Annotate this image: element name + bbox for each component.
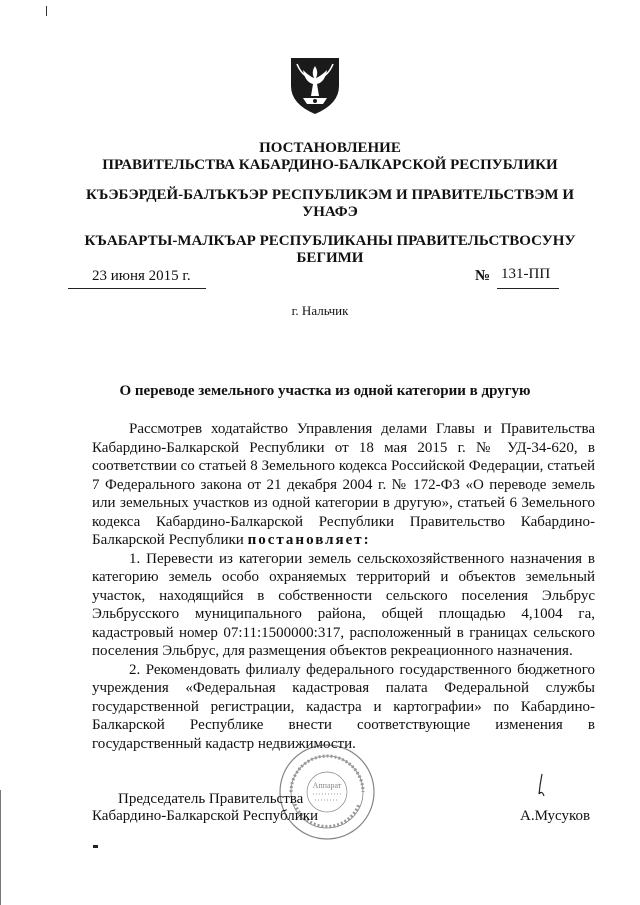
number-sign: № bbox=[475, 268, 491, 284]
decree-date: 23 июня 2015 г. bbox=[92, 268, 191, 284]
scan-edge bbox=[0, 790, 1, 905]
government-heading-kab-line1: КЪЭБЭРДЕЙ-БАЛЪКЪЭР РЕСПУБЛИКЭМ И ПРАВИТЕЛЬСТВЭМ И bbox=[86, 187, 574, 203]
item-2: 2. Рекомендовать филиалу федерального государственного бюджетного учреждения «Федеральная кадастровая палата Федеральной службы государственной регистрации, кадастра и картографии» по Кабардино-Балкарской Республике внести соответствующие изменения в государственный кадастр недвижимости. bbox=[92, 661, 595, 752]
government-heading-ru: ПРАВИТЕЛЬСТВА КАБАРДИНО-БАЛКАРСКОЙ РЕСПУБЛИКИ bbox=[102, 157, 558, 173]
decree-body bbox=[92, 420, 595, 753]
decree-title: О переводе земельного участка из одной категории в другую bbox=[119, 383, 531, 399]
scan-mark bbox=[46, 6, 47, 16]
decree-type-heading: ПОСТАНОВЛЕНИЕ bbox=[259, 140, 401, 156]
city: г. Нальчик bbox=[291, 303, 349, 318]
scan-mark bbox=[93, 845, 98, 848]
decree-word: постановляет: bbox=[247, 532, 371, 548]
signatory-name: А.Мусуков bbox=[520, 808, 591, 824]
coat-of-arms-icon bbox=[283, 52, 347, 116]
preamble-text: Рассмотрев ходатайство Управления делами Главы и Правительства Кабардино-Балкарской Республики от 18 мая 2015 г. № УД-34-620, в соответствии со статьей 8 Земельного кодекса Российской Федерации, статьей 7 Федерального закона от 21 декабря 2004 г. № 172-ФЗ «О переводе земель или земельных участков из одной категории в другую», статьей 6 Земельного кодекса Кабардино-Балкарской Республики Правительство Кабардино-Балкарской Республики bbox=[92, 421, 595, 548]
signatory-position-line1: Председатель Правительства bbox=[118, 791, 304, 807]
preamble-paragraph bbox=[92, 420, 595, 550]
government-heading-bal-line1: КЪАБАРТЫ-МАЛКЪАР РЕСПУБЛИКАНЫ ПРАВИТЕЛЬСТВОСУНУ bbox=[84, 233, 576, 249]
number-underline bbox=[497, 288, 559, 289]
item-1: 1. Перевести из категории земель сельскохозяйственного назначения в категорию земель особо охраняемых территорий и объектов земельный участок, находящийся в собственности сельского поселения Эльбрус Эльбрусского муниципального района, общей площадью 4,1004 га, кадастровый номер 07:11:1500000:317, расположенный в границах сельского поселения Эльбрус, для размещения объектов рекреационного назначения. bbox=[92, 550, 595, 659]
government-heading-kab-line2: УНАФЭ bbox=[302, 204, 358, 220]
seal-text: Аппарат bbox=[312, 781, 342, 790]
handwritten-signature bbox=[528, 770, 568, 806]
signatory-position-line2: Кабардино-Балкарской Республики bbox=[92, 808, 319, 824]
government-heading-bal-line2: БЕГИМИ bbox=[296, 250, 364, 266]
decree-number: 131-ПП bbox=[501, 266, 551, 282]
date-underline bbox=[68, 288, 206, 289]
